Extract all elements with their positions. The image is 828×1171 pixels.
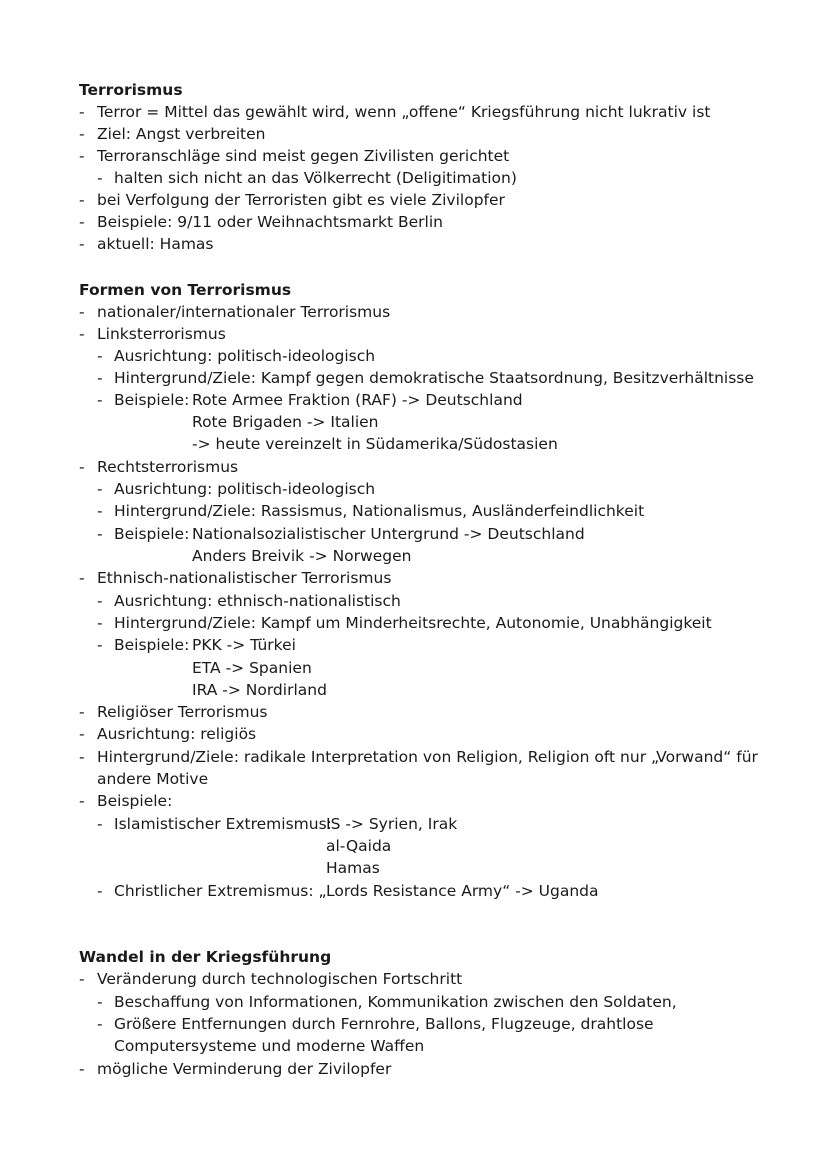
- example-line: PKK -> Türkei: [192, 636, 296, 654]
- example-line: -> heute vereinzelt in Südamerika/Südostasien: [192, 435, 558, 453]
- example-line: ETA -> Spanien: [192, 659, 312, 677]
- example-line: IS -> Syrien, Irak: [326, 815, 458, 833]
- example-line: IRA -> Nordirland: [192, 681, 327, 699]
- example-line: Rote Brigaden -> Italien: [192, 413, 379, 431]
- document-page: Terrorismus - Terror = Mittel das gewählt wird, wenn „offene“ Kriegsführung nicht lukrativ ist - Ziel: Angst verbreiten - Terroranschläge sind meist gegen Zivilisten gerichtet - halten sich nicht an das Völkerrecht (Deligitimation) - bei Verfolgung der Terroristen gibt es viele Zivilopfer - Beispiele: 9/11 oder Weihnachtsmarkt Berlin - aktuell: Hamas Formen von Terrorismus - nationaler/internationaler Terrorismus - Linksterrorismus - Ausrichtung: politisch-ideologisch - Hintergrund/Ziele: Kampf gegen demokratische Staatsordnung, Besitzverhältnisse - Beispiele: Rote Armee Fraktion (RAF) -> Deutschland Rote Brigaden -> Italien -> heute vereinzelt in Südamerika/Südostasien - Rechtsterrorismus - Ausrichtung: politisch-ideologisch - Hintergrund/Ziele: Rassismus, Nationalismus, Ausländerfeindlichkeit - Beispiele: Nationalsozialistischer Untergrund -> Deutschland Anders Breivik -> Norwegen - Ethnisch-nationalistischer Terrorismus - Ausrichtung: ethnisch-nationalistisch - Hintergrund/Ziele: Kampf um Minderheitsrechte, Autonomie, Unabhängigkeit - Beispiele: PKK -> Türkei ETA -> Spanien IRA -> Nordirland - Religiöser Terrorismus - Ausrichtung: religiös - Hintergrund/Ziele: radikale Interpretation von Religion, Religion oft nur „Vorwand“ für andere Motive - Beispiele: - Islamistischer Extremismus: IS -> Syrien, Irak al-Qaida Hamas - Christlicher Extremismus: „Lords Resistance Army“ -> Uganda Wandel in der Kriegsführung - Veränderung durch technologischen Fortschritt - Beschaffung von Informationen, Kommunikation zwischen den Soldaten, - Größere Entfernungen durch Fernrohre, Ballons, Flugzeuge, drahtlose Computersysteme und moderne Waffen - mögliche Verminderung der Zivilopfer: [79, 81, 758, 1078]
- list-item-continuation: andere Motive: [97, 770, 209, 788]
- example-line: Anders Breivik -> Norwegen: [192, 547, 412, 565]
- section-heading-terrorismus: Terrorismus: [79, 81, 183, 99]
- example-line: Nationalsozialistischer Untergrund -> Deutschland: [192, 525, 585, 543]
- section-heading-wandel: Wandel in der Kriegsführung: [79, 948, 332, 966]
- example-line: Rote Armee Fraktion (RAF) -> Deutschland: [192, 391, 523, 409]
- section-heading-formen: Formen von Terrorismus: [79, 281, 292, 299]
- example-line: Hamas: [326, 859, 380, 877]
- example-line: al-Qaida: [326, 837, 392, 855]
- list-item-continuation: Computersysteme und moderne Waffen: [114, 1037, 425, 1055]
